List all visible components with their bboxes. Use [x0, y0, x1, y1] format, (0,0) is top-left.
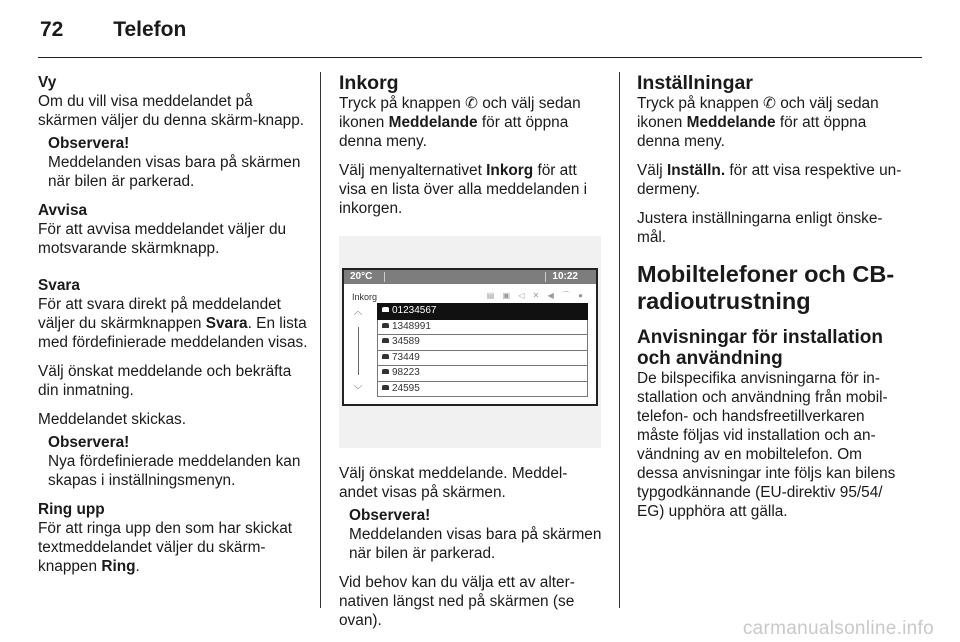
- inst-text-3: Justera inställningarna enligt önske-mål.: [637, 210, 883, 246]
- clock: 10:22: [552, 271, 578, 282]
- inbox-screenshot: [339, 236, 601, 448]
- heading-installningar: Inställningar: [637, 72, 753, 94]
- screen-title: Inkorg: [352, 292, 378, 302]
- avvisa-text: För att avvisa meddelandet väljer du motsvarande skärmknapp.: [38, 221, 287, 257]
- vy-text: Om du vill visa meddelandet på skärmen väljer du denna skärm-knapp.: [38, 93, 305, 129]
- section-title: Telefon: [113, 18, 187, 41]
- anvisningar-text: De bilspecifika anvisningarna för in-stallation och användning från mobil-telefon- och handsfreetillverkaren måste följas vid installation och an-vändning av en mobiltelefon. Om dessa anvisningar inte följs kan bilens typgodkännande (EU-direktiv 95/54/ EG) upphöra att gälla.: [637, 370, 896, 520]
- svara-text-2: Välj önskat meddelande och bekräfta din inmatning.: [38, 363, 292, 399]
- heading-inkorg: Inkorg: [339, 72, 399, 94]
- scroll-track[interactable]: [358, 327, 359, 375]
- display-screen: [342, 268, 598, 406]
- scroll-up-icon[interactable]: ︿: [353, 306, 363, 316]
- message-icon: [382, 354, 389, 359]
- header-rule: [38, 57, 922, 58]
- status-bar: [344, 270, 596, 284]
- heading-svara: Svara: [38, 277, 80, 294]
- note-text: Nya fördefinierade meddelanden kan skapas i inställningsmenyn.: [48, 453, 301, 489]
- phone-icon: ✆: [763, 95, 776, 112]
- scrollbar[interactable]: [352, 302, 364, 395]
- temperature: 20°C: [350, 271, 373, 282]
- message-icon: [382, 338, 389, 343]
- note-text: Meddelanden visas bara på skärmen när bilen är parkerad.: [48, 154, 301, 190]
- message-icon: [382, 307, 389, 312]
- heading-mobiltelefoner: Mobiltelefoner och CB-radioutrustning: [637, 261, 895, 314]
- message-icon: [382, 385, 389, 390]
- list-item[interactable]: 1348991: [377, 320, 588, 336]
- message-icon: [382, 323, 389, 328]
- column-1: [38, 73, 308, 576]
- message-list: [377, 303, 588, 397]
- note-box: [339, 506, 605, 563]
- inkorg-text-1: Tryck på knappen ✆ och välj sedan ikonen Meddelande för att öppna denna meny.: [339, 95, 581, 150]
- heading-vy: Vy: [38, 74, 57, 91]
- list-item[interactable]: 24595: [377, 382, 588, 398]
- message-icon: [382, 369, 389, 374]
- note-box: [38, 134, 308, 191]
- page-number: 72: [40, 18, 64, 41]
- list-item[interactable]: 01234567: [377, 303, 588, 320]
- watermark: carmanualsonline.info: [742, 618, 934, 639]
- heading-avvisa: Avvisa: [38, 202, 88, 219]
- note-title: Observera!: [48, 434, 130, 451]
- column-2: [339, 73, 605, 630]
- list-item[interactable]: 34589: [377, 335, 588, 351]
- note-box: [38, 433, 308, 490]
- note-title: Observera!: [48, 135, 130, 152]
- svara-text-3: Meddelandet skickas.: [38, 411, 186, 428]
- column-divider: [619, 72, 620, 608]
- inkorg-text-3: Välj önskat meddelande. Meddel-andet visas på skärmen.: [339, 465, 568, 501]
- inkorg-text-2: Välj menyalternativet Inkorg för att visa en lista över alla meddelanden i inkorgen.: [339, 162, 588, 217]
- inkorg-text-4: Vid behov kan du välja ett av alter-nativen längst ned på skärmen (se ovan).: [339, 574, 575, 629]
- heading-ring-upp: Ring upp: [38, 501, 105, 518]
- status-icons: ▤ ▣ ◁ ✕ ◀ ⌒ ●: [486, 291, 586, 300]
- svara-text: För att svara direkt på meddelandet väljer du skärmknappen Svara. En lista med fördefinierade meddelanden visas.: [38, 296, 308, 351]
- phone-icon: ✆: [465, 95, 478, 112]
- ring-text: För att ringa upp den som har skickat textmeddelandet väljer du skärm-knappen Ring.: [38, 520, 293, 575]
- list-item[interactable]: 98223: [377, 366, 588, 382]
- heading-anvisningar: Anvisningar för installation och användning: [637, 327, 883, 369]
- scroll-down-icon[interactable]: ﹀: [353, 385, 363, 395]
- inst-text-2: Välj Inställn. för att visa respektive un-dermeny.: [637, 162, 902, 198]
- svara-keyword: Svara: [205, 315, 248, 332]
- note-text: Meddelanden visas bara på skärmen när bilen är parkerad.: [349, 526, 602, 562]
- list-item[interactable]: 73449: [377, 351, 588, 367]
- column-3: [637, 73, 905, 521]
- column-divider: [320, 72, 321, 608]
- ring-keyword: Ring: [101, 558, 136, 575]
- page-header: [40, 18, 186, 42]
- note-title: Observera!: [349, 507, 431, 524]
- inst-text-1: Tryck på knappen ✆ och välj sedan ikonen Meddelande för att öppna denna meny.: [637, 95, 879, 150]
